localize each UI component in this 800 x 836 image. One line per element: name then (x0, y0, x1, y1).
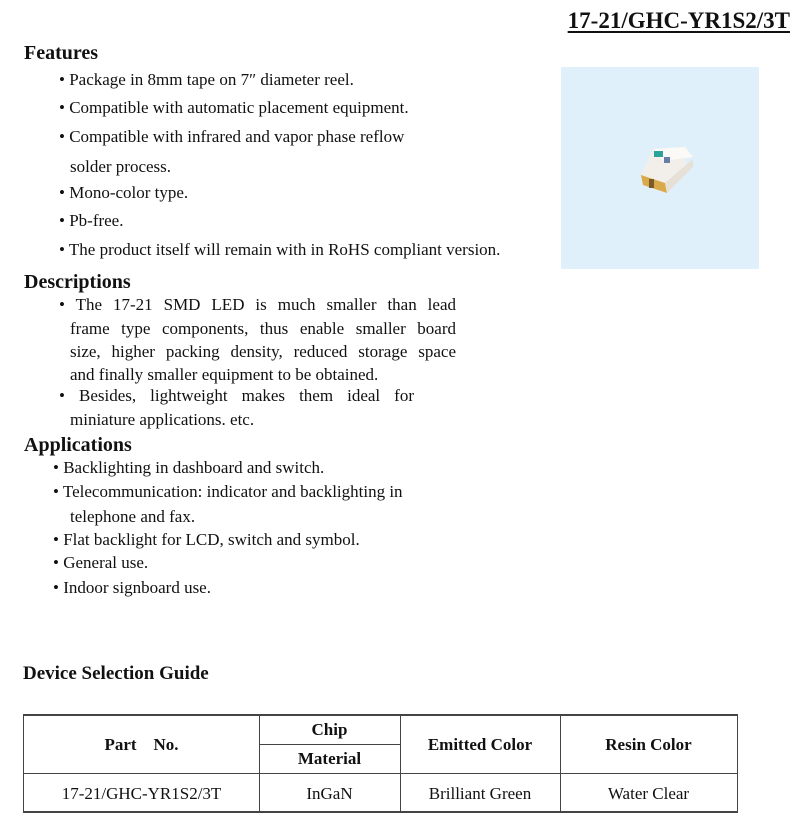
feature-item: • Mono-color type. (59, 183, 189, 202)
cell-resin-color: Water Clear (607, 783, 690, 803)
applications-heading: Applications (24, 434, 132, 456)
application-line: • Flat backlight for LCD, switch and symbol. (53, 530, 360, 549)
description-line: miniature applications. etc. (70, 410, 255, 429)
application-line: • General use. (53, 553, 149, 572)
feature-item: • Pb-free. (59, 211, 124, 230)
descriptions-heading: Descriptions (24, 271, 131, 293)
description-line: • Besides, lightweight makes them ideal for (59, 386, 414, 405)
description-line: frame type components, thus enable smaller board (70, 319, 456, 338)
header-material: Material (297, 749, 362, 768)
application-line: • Indoor signboard use. (53, 578, 211, 597)
features-heading: Features (24, 42, 99, 64)
feature-item: • The product itself will remain with in RoHS compliant version. (59, 240, 501, 259)
feature-item: • Package in 8mm tape on 7″ diameter reel. (59, 70, 354, 89)
header-resin-color: Resin Color (605, 734, 692, 754)
description-line: and finally smaller equipment to be obtained. (70, 365, 379, 384)
header-emitted-color: Emitted Color (427, 734, 533, 754)
device-selection-guide-heading: Device Selection Guide (23, 663, 209, 684)
led-product-image (561, 67, 759, 269)
cell-part-no: 17-21/GHC-YR1S2/3T (61, 783, 222, 803)
part-number-title: 17-21/GHC-YR1S2/3T (567, 8, 790, 33)
feature-item: solder process. (70, 157, 172, 176)
header-chip: Chip (311, 720, 348, 739)
cell-chip-material: InGaN (306, 783, 353, 803)
feature-item: • Compatible with infrared and vapor phase reflow (59, 127, 405, 146)
cell-emitted-color: Brilliant Green (428, 783, 532, 803)
application-line: telephone and fax. (70, 507, 196, 526)
device-selection-table (23, 714, 738, 813)
application-line: • Backlighting in dashboard and switch. (53, 458, 325, 477)
description-line: size, higher packing density, reduced storage space (70, 342, 456, 361)
application-line: • Telecommunication: indicator and backlighting in (53, 482, 403, 501)
feature-item: • Compatible with automatic placement equipment. (59, 98, 409, 117)
header-part-no: Part No. (104, 734, 179, 754)
description-line: • The 17-21 SMD LED is much smaller than lead (59, 295, 456, 314)
